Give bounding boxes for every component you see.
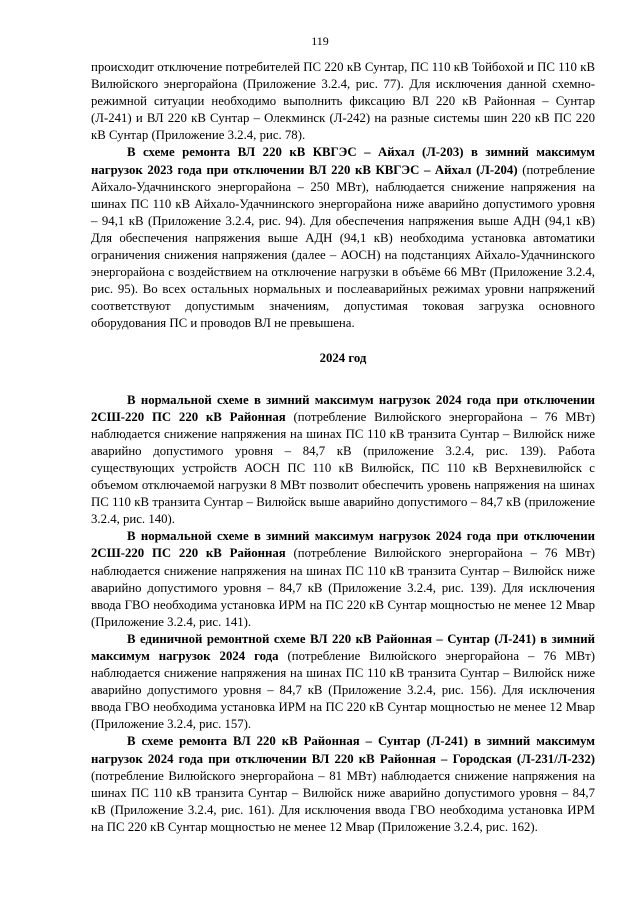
paragraph	[91, 144, 595, 332]
paragraph-bold-lead: В единичной ремонтной схеме ВЛ 220 кВ Районная – Сунтар (Л-241) в зимний максимум нагрузок 2024 года	[91, 631, 595, 663]
paragraph-bold-lead: В нормальной схеме в зимний максимум нагрузок 2024 года при отключении 2СШ-220 ПС 220 кВ Районная	[91, 392, 595, 424]
paragraph-text: происходит отключение потребителей ПС 220 кВ Сунтар, ПС 110 кВ Тойбохой и ПС 110 кВ Вилюйского энергорайона (Приложение 3.2.4, рис. 77). Для исключения данной схемно-режимной ситуации необходимо выполнить фиксацию ВЛ 220 кВ Районная – Сунтар (Л-241) и ВЛ 220 кВ Сунтар – Олекминск (Л-242) на разные системы шин 220 кВ ПС 220 кВ Сунтар (Приложение 3.2.4, рис. 78).	[91, 60, 595, 143]
page-number: 119	[311, 34, 329, 48]
paragraph	[91, 733, 595, 836]
paragraph-bold-lead: В схеме ремонта ВЛ 220 кВ КВГЭС – Айхал (Л-203) в зимний максимум нагрузок 2023 года при отключении ВЛ 220 кВ КВГЭС – Айхал (Л-204)	[91, 145, 595, 177]
paragraph	[91, 528, 595, 631]
paragraph	[91, 392, 595, 529]
paragraph-text: (потребление Вилюйского энергорайона – 81 МВт) наблюдается снижение напряжения на шинах ПС 110 кВ транзита Сунтар – Вилюйск ниже аварийно допустимого уровня – 84,7 кВ (Приложение 3.2.4, рис. 161). Для исключения ввода ГВО необходима установка ИРМ на ПС 220 кВ Сунтар мощностью не менее 12 Мвар (Приложение 3.2.4, рис. 162).	[91, 768, 595, 834]
paragraph	[91, 631, 595, 734]
paragraph-text: (потребление Вилюйского энергорайона – 76 МВт) наблюдается снижение напряжения на шинах ПС 110 кВ транзита Сунтар – Вилюйск ниже аварийно допустимого уровня – 84,7 кВ (Приложение 3.2.4, рис. 156). Для исключения ввода ГВО необходима установка ИРМ на ПС 220 кВ Сунтар мощностью не менее 12 Мвар (Приложение 3.2.4, рис. 157).	[91, 649, 595, 732]
paragraph	[91, 59, 595, 144]
section-heading: 2024 год	[319, 350, 367, 365]
paragraph-text: (потребление Вилюйского энергорайона – 76 МВт) наблюдается снижение напряжения на шинах ПС 110 кВ транзита Сунтар – Вилюйск ниже аварийно допустимого уровня – 84,7 кВ (Приложение 3.2.4, рис. 139). Для исключения ввода ГВО необходима установка ИРМ на ПС 220 кВ Сунтар мощностью не менее 12 Мвар (Приложение 3.2.4, рис. 141).	[91, 546, 595, 629]
paragraph-bold-lead: В нормальной схеме в зимний максимум нагрузок 2024 года при отключении 2СШ-220 ПС 220 кВ Районная	[91, 529, 595, 561]
paragraph-bold-lead: В схеме ремонта ВЛ 220 кВ Районная – Сунтар (Л-241) в зимний максимум нагрузок 2024 года при отключении ВЛ 220 кВ Районная – Городская (Л-231/Л-232)	[91, 734, 595, 766]
document-body	[91, 59, 595, 836]
paragraph-text: (потребление Айхало-Удачнинского энергорайона – 250 МВт), наблюдается снижение напряжения на шинах ПС 110 кВ Айхало-Удачнинского энергорайона ниже аварийно допустимого уровня – 94,1 кВ (Приложение 3.2.4, рис. 94). Для обеспечения напряжения выше АДН (94,1 кВ) Для обеспечения напряжения выше АДН (94,1 кВ) необходима установка автоматики ограничения снижения напряжения (далее – АОСН) на подстанциях Айхало-Удачнинского энергорайона с воздействием на отключение нагрузки в объёме 66 МВт (Приложение 3.2.4, рис. 95). Во всех остальных нормальных и послеаварийных режимах уровни напряжений соответствуют допустимым значениям, допустимая токовая загрузка основного оборудования ПС и проводов ВЛ не превышена.	[91, 162, 595, 331]
paragraph-text: (потребление Вилюйского энергорайона – 76 МВт) наблюдается снижение напряжения на шинах ПС 110 кВ транзита Сунтар – Вилюйск ниже аварийно допустимого уровня – 84,7 кВ (приложение 3.2.4, рис. 139). Работа существующих устройств АОСН ПС 110 кВ Вилюйск, ПС 110 кВ Верхневилюйск с объемом отключаемой нагрузки 8 МВт позволит обеспечить уровень напряжения на шинах ПС 110 кВ транзита Сунтар – Вилюйск выше аварийно допустимого – 84,7 кВ (приложение 3.2.4, рис. 140).	[91, 409, 595, 527]
